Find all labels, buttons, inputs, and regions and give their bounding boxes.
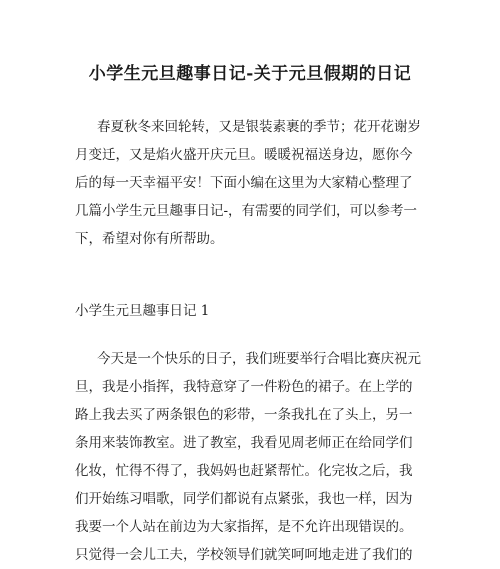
section-line: 路上我去买了两条银色的彩带，一条我扎在了头上，另一 [75, 407, 413, 423]
document-title: 小学生元旦趣事日记-关于元旦假期的日记 [88, 64, 412, 84]
section-line: 旦，我是小指挥，我特意穿了一件粉色的裙子。在上学的 [75, 379, 413, 395]
intro-line: 春夏秋冬来回轮转，又是银装素裹的季节；花开花谢岁 [97, 119, 421, 135]
section-paragraph [75, 345, 425, 569]
section-line: 化妆，忙得不得了，我妈妈也赶紧帮忙。化完妆之后，我 [75, 463, 413, 479]
intro-paragraph [75, 113, 425, 253]
intro-line: 几篇小学生元旦趣事日记-，有需要的同学们，可以参考一 [75, 203, 418, 219]
section-heading: 小学生元旦趣事日记 1 [75, 303, 210, 319]
section-line: 们开始练习唱歌，同学们都说有点紧张，我也一样，因为 [75, 491, 413, 507]
intro-line: 月变迁，又是焰火盛开庆元旦。暖暖祝福送身边，愿你今 [75, 147, 413, 163]
section-line: 我要一个人站在前边为大家指挥，是不允许出现错误的。 [75, 519, 413, 535]
section-line: 今天是一个快乐的日子，我们班要举行合唱比赛庆祝元 [97, 351, 421, 367]
intro-line: 下，希望对你有所帮助。 [75, 231, 224, 247]
section-line: 只觉得一会儿工夫，学校领导们就笑呵呵地走进了我们的 [75, 547, 413, 563]
intro-line: 后的每一天幸福平安！下面小编在这里为大家精心整理了 [75, 175, 413, 191]
section-line: 条用来装饰教室。进了教室，我看见周老师正在给同学们 [75, 435, 413, 451]
